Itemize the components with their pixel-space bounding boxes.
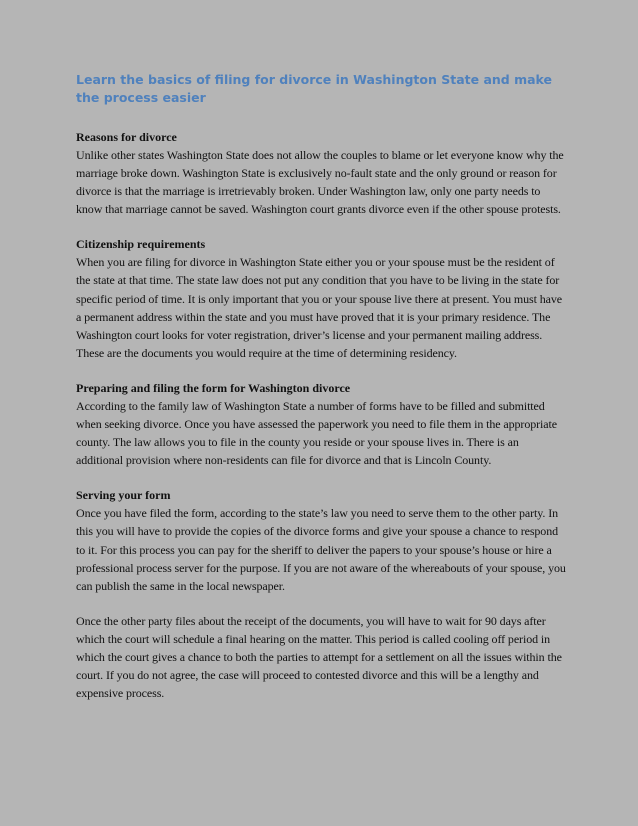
- section-paragraph: Once you have filed the form, according to the state’s law you need to serve them to the other party. In this you will have to provide the copies of the divorce forms and give your spouse a chance to respond to it. For this process you can pay for the sheriff to deliver the papers to your spouse’s house or hire a professional process server for the purpose. If you are not aware of the whereabouts of your spouse, you can publish the same in the local newspaper.: [76, 506, 566, 593]
- section-paragraph: Unlike other states Washington State does not allow the couples to blame or let everyone know why the marriage broke down. Washington State is exclusively no-fault state and the only ground or reason for divorce is that the marriage is irretrievably broken. Under Washington law, only one party needs to know that marriage cannot be saved. Washington court grants divorce even if the other spouse protests.: [76, 148, 564, 217]
- section-citizenship: [76, 235, 568, 362]
- section-reasons: [76, 128, 568, 218]
- section-serving: [76, 486, 568, 594]
- document-title: Learn the basics of filing for divorce in Washington State and make the process easier: [76, 72, 552, 105]
- section-filing: [76, 379, 568, 469]
- section-heading: Reasons for divorce: [76, 130, 177, 144]
- section-paragraph: Once the other party files about the receipt of the documents, you will have to wait for 90 days after which the court will schedule a final hearing on the matter. This period is called cooling off period in which the court gives a chance to both the parties to attempt for a settlement on all the issues within the court. If you do not agree, the case will proceed to contested divorce and this will be a lengthy and expensive process.: [76, 613, 562, 701]
- document-body: [76, 128, 568, 719]
- section-hearing: [76, 612, 568, 702]
- section-paragraph: According to the family law of Washington State a number of forms have to be filled and submitted when seeking divorce. Once you have assessed the paperwork you need to file them in the appropriate county. The law allows you to file in the county you reside or your spouse lives in. There is an additional provision where non-residents can file for divorce and that is Lincoln County.: [76, 398, 557, 468]
- section-heading: Preparing and filing the form for Washington divorce: [76, 380, 351, 395]
- section-paragraph: When you are filing for divorce in Washington State either you or your spouse must be the resident of the state at that time. The state law does not put any condition that you have to be living in the state for specific period of time. It is only important that you or your spouse live there at present. You must have a permanent address within the state and you must have proved that it is your primary residence. The Washington court looks for voter registration, driver’s license and your permanent mailing address. These are the documents you would require at the time of determining residency.: [76, 255, 562, 360]
- section-heading: Serving your form: [76, 488, 171, 503]
- section-heading: Citizenship requirements: [76, 237, 206, 252]
